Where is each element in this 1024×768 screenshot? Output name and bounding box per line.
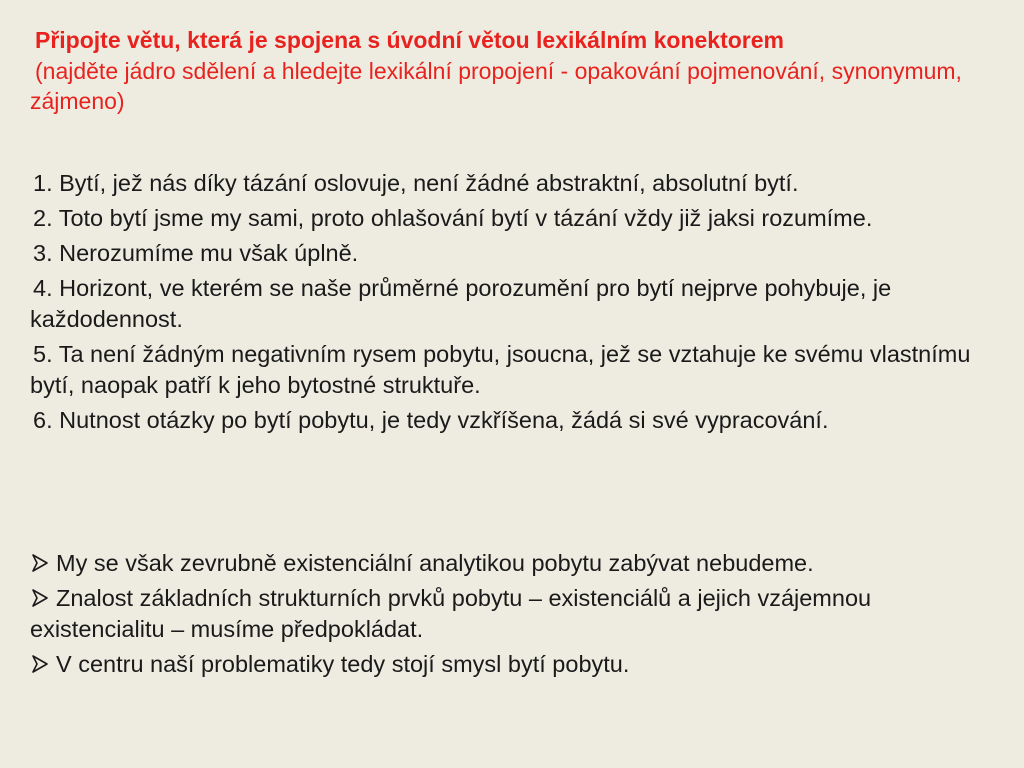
- bullet-text: V centru naší problematiky tedy stojí smysl bytí pobytu.: [56, 651, 630, 677]
- bullet-item: [30, 548, 1005, 579]
- arrow-bullet-icon: [30, 553, 50, 573]
- arrow-bullet-icon: [30, 654, 50, 674]
- bullet-list: [30, 548, 1005, 684]
- numbered-item: 5. Ta není žádným negativním rysem pobytu, jsoucna, jež se vztahuje ke svému vlastnímu bytí, naopak patří k jeho bytostné struktuře.: [30, 341, 971, 398]
- numbered-list: [30, 168, 1000, 440]
- bullet-text: Znalost základních strukturních prvků pobytu – existenciálů a jejich vzájemnou existencialitu – musíme předpokládat.: [30, 585, 872, 642]
- bullet-item: [30, 583, 1005, 645]
- heading-block: [30, 24, 990, 116]
- numbered-item: 6. Nutnost otázky po bytí pobytu, je tedy vzkříšena, žádá si své vypracování.: [33, 407, 829, 433]
- arrow-bullet-icon: [30, 588, 50, 608]
- bullet-item: [30, 649, 1005, 680]
- numbered-item: 1. Bytí, jež nás díky tázání oslovuje, není žádné abstraktní, absolutní bytí.: [33, 170, 799, 196]
- heading-subtitle: (najděte jádro sdělení a hledejte lexikální propojení - opakování pojmenování, synonymum, zájmeno): [30, 58, 962, 114]
- heading-title: Připojte větu, která je spojena s úvodní větou lexikálním konektorem: [35, 27, 785, 53]
- numbered-item: 2. Toto bytí jsme my sami, proto ohlašování bytí v tázání vždy již jaksi rozumíme.: [33, 205, 873, 231]
- bullet-text: My se však zevrubně existenciální analytikou pobytu zabývat nebudeme.: [56, 550, 814, 576]
- numbered-item: 3. Nerozumíme mu však úplně.: [33, 240, 359, 266]
- numbered-item: 4. Horizont, ve kterém se naše průměrné porozumění pro bytí nejprve pohybuje, je každodennost.: [30, 275, 892, 332]
